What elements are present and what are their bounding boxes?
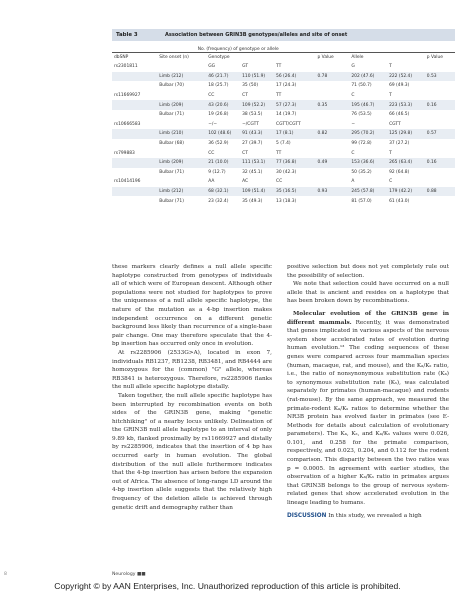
table-cell: 21 (10.0): [206, 158, 240, 168]
discussion-heading: DISCUSSION: [287, 512, 327, 519]
table-cell: rs2301811: [112, 62, 157, 72]
table-caption: Association between GRIN3B genotypes/alleles and site of onset: [165, 32, 348, 38]
table-cell: 66 (46.5): [389, 112, 410, 118]
table-cell: 43 (20.6): [206, 100, 240, 110]
table-cell: 92 (64.8): [389, 169, 410, 175]
left-text-column: [112, 263, 272, 512]
table-cell: 35 (49.3): [242, 198, 263, 204]
table-cell: 18 (25.7): [208, 83, 229, 89]
table-header-bar: [112, 29, 455, 41]
table-cell: [315, 196, 349, 206]
table-row: [112, 62, 455, 72]
genotype-table: [112, 53, 455, 206]
table-column-header: Genotype: [208, 55, 230, 60]
table-cell: 0.82: [315, 129, 349, 139]
table-cell: AC: [240, 177, 274, 187]
journal-name: Neurology ■■: [112, 572, 146, 577]
table-cell: 57 (27.3): [274, 100, 315, 110]
table-cell: [112, 168, 157, 178]
table-group-header-row: [112, 41, 455, 52]
table-cell: 245 (57.8): [349, 187, 387, 197]
table-cell: 19 (26.8): [208, 112, 229, 118]
table-cell: 35 (50): [242, 83, 259, 89]
table-cell: AA: [206, 177, 240, 187]
table-cell: [157, 62, 206, 72]
table-cell: [112, 100, 157, 110]
table-cell: 17 (24.3): [276, 83, 297, 89]
table-cell: [112, 196, 157, 206]
table-cell: [315, 81, 349, 91]
discussion-body: In this study, we revealed a high: [328, 512, 422, 519]
table-row: [112, 177, 455, 187]
table-cell: −: [349, 120, 387, 130]
table-cell: rs799883: [112, 148, 157, 158]
table-cell: [425, 62, 455, 72]
table-cell: [157, 177, 206, 187]
table-cell: C: [349, 148, 387, 158]
table-column-header: [240, 53, 274, 62]
table-cell: 0.57: [425, 129, 455, 139]
section-molecular-evolution: [287, 310, 449, 508]
body-paragraph: At rs2285906 (2533G>A), located in exon 7, individuals RB1237, RB1238, RB3481, and RB4444 are homozygous for the (common) "G" allele, whereas RB3841 is heterozygous. Therefore, rs2285906 flanks the null allele specific haplotype distally.: [112, 349, 272, 391]
table-row: [112, 129, 455, 139]
body-paragraph: positive selection but does not yet completely rule out the possibility of selection.: [287, 264, 449, 279]
table-cell: 14 (19.7): [276, 112, 297, 118]
table-row: [112, 81, 455, 91]
table-cell: 81 (57.0): [351, 198, 372, 204]
table-cell: [425, 196, 455, 206]
table-cell: [315, 62, 349, 72]
table-cell: 9 (12.7): [208, 169, 226, 175]
table-cell: 5 (7.4): [276, 141, 291, 147]
table-cell: 110 (51.9): [240, 72, 274, 82]
table-cell: [157, 91, 206, 101]
table-cell: Limb (209): [157, 158, 206, 168]
table-cell: 0.93: [315, 187, 349, 197]
table-row: [112, 110, 455, 120]
table-cell: Bulbar (71): [159, 198, 184, 204]
table-row: [112, 139, 455, 149]
table-cell: [315, 120, 349, 130]
table-cell: 71 (50.7): [351, 83, 372, 89]
table-column-header: dbSNP: [114, 55, 129, 60]
table-cell: 76 (53.5): [351, 112, 372, 118]
table-cell: [425, 81, 455, 91]
table-cell: [112, 139, 157, 149]
table-cell: [112, 110, 157, 120]
table-cell: Bulbar (68): [159, 141, 184, 147]
table-cell: [315, 177, 349, 187]
table-3: [112, 29, 455, 258]
table-cell: [112, 81, 157, 91]
table-cell: Limb (212): [157, 187, 206, 197]
copyright-notice: Copyright © by AAN Enterprises, Inc. Unauthorized reproduction of this article is prohibited.: [54, 581, 401, 591]
table-row: [112, 148, 455, 158]
table-cell: 223 (53.3): [387, 100, 425, 110]
table-cell: 153 (36.6): [349, 158, 387, 168]
table-cell: CGTT: [387, 120, 425, 130]
table-cell: 111 (53.1): [240, 158, 274, 168]
table-cell: Bulbar (71): [159, 169, 184, 175]
table-cell: 265 (63.4): [387, 158, 425, 168]
table-cell: [112, 72, 157, 82]
table-cell: 46 (21.7): [206, 72, 240, 82]
table-cell: 30 (42.3): [276, 169, 297, 175]
table-cell: 13 (18.3): [276, 198, 297, 204]
table-cell: G: [349, 62, 387, 72]
table-cell: [425, 139, 455, 149]
table-cell: C: [349, 91, 387, 101]
table-cell: [315, 168, 349, 178]
table-cell: 202 (47.6): [349, 72, 387, 82]
table-column-header: Allele: [351, 55, 364, 60]
table-cell: T: [387, 91, 425, 101]
discussion-paragraph: [287, 512, 449, 521]
table-cell: [112, 129, 157, 139]
table-cell: 0.88: [425, 187, 455, 197]
table-cell: 35 (16.5): [274, 187, 315, 197]
table-row: [112, 158, 455, 168]
table-row: [112, 196, 455, 206]
table-cell: CGTT/CGTT: [274, 120, 315, 130]
table-cell: [425, 120, 455, 130]
table-cell: Bulbar (70): [159, 83, 184, 89]
table-row: [112, 187, 455, 197]
table-cell: Limb (210): [157, 129, 206, 139]
table-cell: 195 (46.7): [349, 100, 387, 110]
table-cell: 38 (53.5): [242, 112, 263, 118]
table-cell: 125 (29.8): [387, 129, 425, 139]
table-cell: rs10414196: [112, 177, 157, 187]
body-paragraph: these markers clearly defines a null allele specific haplotype constructed from genotypes of individuals all of which were of European descent. Although other populations were not studied for haplotypes to prove the uniqueness of a null allele specific haplotype, the nature of the mutation as a 4-bp insertion makes independent occurrence on a different genetic background less likely than recurrence of a single-base pair change. One may therefore speculate that the 4-bp insertion has occurred only once in evolution.: [112, 264, 272, 348]
table-cell: A: [349, 177, 387, 187]
table-column-header: [387, 53, 425, 62]
table-cell: CT: [240, 148, 274, 158]
table-cell: 109 (51.4): [240, 187, 274, 197]
table-cell: 17 (8.1): [274, 129, 315, 139]
table-cell: 91 (43.3): [240, 129, 274, 139]
table-column-header-row: [112, 53, 455, 62]
right-text-column: [287, 263, 449, 520]
table-cell: T: [387, 62, 425, 72]
section-heading: Molecular evolution of the GRIN3B gene in different mammals.: [287, 310, 449, 326]
table-cell: [157, 120, 206, 130]
table-cell: 27 (39.7): [242, 141, 263, 147]
table-cell: TT: [274, 148, 315, 158]
table-cell: [425, 110, 455, 120]
section-body: Recently, it was demonstrated that genes implicated in various aspects of the nervous system show accelerated rates of evolution during human evolution.¹³ The coding sequences of these genes were compared across four mammalian species (human, macaque, rat, and mouse), and the Kₐ/Kₛ ratio, i.e., the ratio of nonsynonymous substitution rate (Kₐ) to synonymous substitution rate (Kₛ), was calculated separately for primates (human-macaque) and rodents (rat-mouse). By the same approach, we measured the primate-rodent Kₐ/Kₛ ratios to determine whether the NR3B protein has evolved faster in primates (see E-Methods for details about calculation of evolutionary parameters). The Kₐ, Kₛ, and Kₐ/Kₛ values were 0.026, 0.101, and 0.258 for the primate comparison, respectively, and 0.023, 0.204, and 0.112 for the rodent comparison. This disparity between the two ratios was p = 0.0005. In agreement with earlier studies, the observation of a higher Kₐ/Kₛ ratio in primates argues that GRIN3B belongs to the group of nervous system-related genes that show accelerated evolution in the lineage leading to humans.: [287, 319, 449, 507]
table-cell: GT: [240, 62, 274, 72]
table-cell: [315, 110, 349, 120]
table-row: [112, 168, 455, 178]
table-row: [112, 91, 455, 101]
page-number: 8: [4, 572, 7, 577]
table-cell: [112, 158, 157, 168]
table-number: Table 3: [116, 32, 138, 38]
table-cell: [425, 168, 455, 178]
table-cell: 68 (32.1): [206, 187, 240, 197]
table-cell: 222 (52.4): [387, 72, 425, 82]
table-cell: [315, 91, 349, 101]
table-cell: 179 (42.2): [387, 187, 425, 197]
table-group-header: No. (frequency) of genotype or allele: [197, 47, 279, 52]
table-column-header: [274, 53, 315, 62]
table-column-header: p Value: [317, 55, 334, 60]
table-cell: CC: [206, 148, 240, 158]
table-cell: 56 (26.4): [274, 72, 315, 82]
table-cell: 295 (70.2): [349, 129, 387, 139]
table-cell: 0.49: [315, 158, 349, 168]
table-cell: TT: [274, 91, 315, 101]
table-column-header: p Value: [426, 55, 444, 60]
table-cell: CC: [274, 177, 315, 187]
table-row: [112, 100, 455, 110]
table-cell: 0.16: [425, 158, 455, 168]
table-cell: 77 (36.8): [274, 158, 315, 168]
table-cell: 23 (32.4): [208, 198, 229, 204]
table-cell: 69 (49.3): [389, 83, 410, 89]
table-cell: CT: [240, 91, 274, 101]
table-cell: 0.35: [315, 100, 349, 110]
table-column-header: Site onset (n): [159, 55, 189, 60]
table-cell: Limb (212): [157, 72, 206, 82]
table-cell: [315, 148, 349, 158]
table-cell: [425, 91, 455, 101]
table-cell: 61 (43.0): [389, 198, 410, 204]
table-cell: GG: [206, 62, 240, 72]
table-cell: 109 (52.2): [240, 100, 274, 110]
table-cell: 32 (45.1): [242, 169, 263, 175]
table-cell: CC: [206, 91, 240, 101]
table-cell: [425, 177, 455, 187]
table-cell: −/−: [206, 120, 240, 130]
table-cell: rs11669927: [112, 91, 157, 101]
body-paragraph: Taken together, the null allele specific haplotype has been interrupted by recombination events on both sides of the GRIN3B gene, making "genetic hitchhiking" of a nearby locus unlikely. Delineation of the GRIN3B null allele haplotype to an interval of only 9.89 kb, flanked proximally by rs11669927 and distally by rs2285906, indicates that the insertion of 4 bp has occurred early in human evolution. The global distribution of the null allele furthermore indicates that the 4-bp insertion has arisen before the expansion out of Africa. The absence of long-range LD around the 4-bp insertion allele suggests that the relatively high frequency of the deletion allele is achieved through genetic drift and demography rather than: [112, 392, 272, 511]
table-cell: T: [387, 148, 425, 158]
table-cell: 36 (52.9): [208, 141, 229, 147]
table-cell: TT: [274, 62, 315, 72]
body-paragraph: We note that selection could have occurred on a null allele that is ancient and resides on a haplotype that has been broken down by recombinations.: [287, 281, 449, 305]
table-row: [112, 72, 455, 82]
table-cell: 50 (35.2): [351, 169, 372, 175]
table-cell: rs10666583: [112, 120, 157, 130]
table-cell: 0.78: [315, 72, 349, 82]
table-cell: 37 (27.2): [389, 141, 410, 147]
table-cell: [157, 148, 206, 158]
table-cell: 99 (72.8): [351, 141, 372, 147]
table-cell: Bulbar (71): [159, 112, 184, 118]
table-cell: Limb (209): [157, 100, 206, 110]
table-cell: −/CGTT: [240, 120, 274, 130]
table-cell: [112, 187, 157, 197]
table-cell: 0.53: [425, 72, 455, 82]
table-row: [112, 120, 455, 130]
table-cell: 0.16: [425, 100, 455, 110]
table-cell: C: [387, 177, 425, 187]
table-cell: [315, 139, 349, 149]
table-cell: [425, 148, 455, 158]
table-cell: 102 (48.6): [206, 129, 240, 139]
